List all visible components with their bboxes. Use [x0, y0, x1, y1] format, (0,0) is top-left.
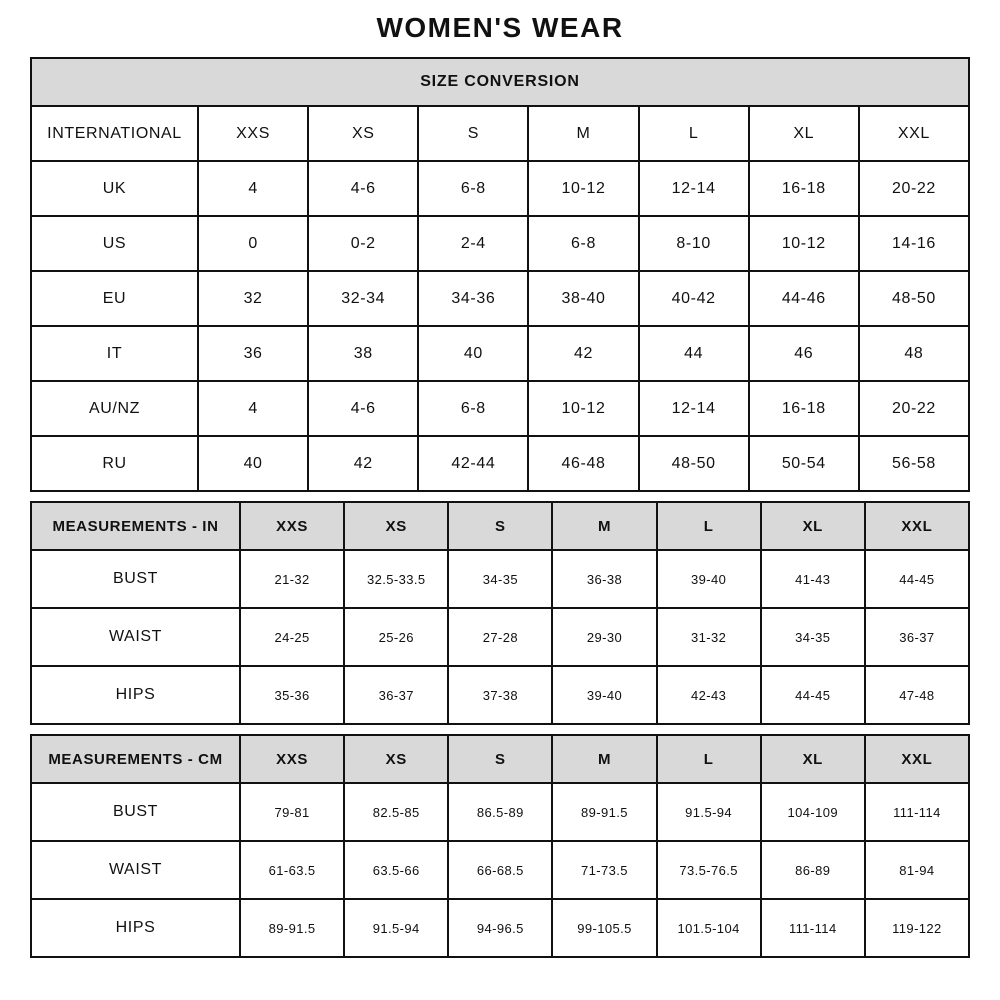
row-label-header: INTERNATIONAL	[31, 106, 198, 161]
table-row	[31, 326, 969, 381]
value-cell: 41-43	[761, 550, 865, 608]
value-cell: 2-4	[418, 216, 528, 271]
value-cell: 48-50	[859, 271, 969, 326]
value-cell: 89-91.5	[240, 899, 344, 957]
value-cell: 91.5-94	[344, 899, 448, 957]
value-cell: 24-25	[240, 608, 344, 666]
table-row	[31, 666, 969, 724]
value-cell: 79-81	[240, 783, 344, 841]
value-cell: 8-10	[639, 216, 749, 271]
value-cell: 34-36	[418, 271, 528, 326]
value-cell: 21-32	[240, 550, 344, 608]
table-row	[31, 381, 969, 436]
size-header: L	[657, 735, 761, 783]
value-cell: 36	[198, 326, 308, 381]
size-header: XS	[308, 106, 418, 161]
value-cell: 40	[418, 326, 528, 381]
row-label-cell: EU	[31, 271, 198, 326]
table-row	[31, 783, 969, 841]
value-cell: 111-114	[761, 899, 865, 957]
value-cell: 36-38	[552, 550, 656, 608]
measurements-in-table	[30, 501, 970, 725]
row-label-cell: IT	[31, 326, 198, 381]
table-title-row	[31, 58, 969, 106]
value-cell: 38	[308, 326, 418, 381]
size-header: XXS	[198, 106, 308, 161]
size-header: XXL	[865, 735, 969, 783]
row-label-cell: RU	[31, 436, 198, 491]
size-header: XL	[761, 502, 865, 550]
value-cell: 32	[198, 271, 308, 326]
value-cell: 99-105.5	[552, 899, 656, 957]
table-title: SIZE CONVERSION	[31, 58, 969, 106]
value-cell: 44-45	[761, 666, 865, 724]
value-cell: 61-63.5	[240, 841, 344, 899]
value-cell: 34-35	[761, 608, 865, 666]
row-label-header: MEASUREMENTS - CM	[31, 735, 240, 783]
value-cell: 14-16	[859, 216, 969, 271]
value-cell: 4-6	[308, 381, 418, 436]
row-label-cell: BUST	[31, 550, 240, 608]
value-cell: 82.5-85	[344, 783, 448, 841]
table-row	[31, 436, 969, 491]
value-cell: 73.5-76.5	[657, 841, 761, 899]
size-header: S	[448, 735, 552, 783]
row-label-cell: UK	[31, 161, 198, 216]
value-cell: 20-22	[859, 381, 969, 436]
row-label-cell: WAIST	[31, 841, 240, 899]
value-cell: 47-48	[865, 666, 969, 724]
value-cell: 42	[528, 326, 638, 381]
header-row	[31, 735, 969, 783]
header-row	[31, 502, 969, 550]
value-cell: 42-43	[657, 666, 761, 724]
measurements-cm-table	[30, 734, 970, 958]
value-cell: 16-18	[749, 381, 859, 436]
table-row	[31, 271, 969, 326]
value-cell: 6-8	[418, 161, 528, 216]
row-label-cell: HIPS	[31, 666, 240, 724]
value-cell: 32-34	[308, 271, 418, 326]
value-cell: 32.5-33.5	[344, 550, 448, 608]
value-cell: 31-32	[657, 608, 761, 666]
value-cell: 63.5-66	[344, 841, 448, 899]
value-cell: 4-6	[308, 161, 418, 216]
size-header: M	[528, 106, 638, 161]
value-cell: 37-38	[448, 666, 552, 724]
value-cell: 29-30	[552, 608, 656, 666]
value-cell: 27-28	[448, 608, 552, 666]
size-header: XS	[344, 735, 448, 783]
table-row	[31, 608, 969, 666]
size-header: XXS	[240, 502, 344, 550]
value-cell: 0-2	[308, 216, 418, 271]
value-cell: 42-44	[418, 436, 528, 491]
header-row	[31, 106, 969, 161]
value-cell: 50-54	[749, 436, 859, 491]
value-cell: 86-89	[761, 841, 865, 899]
size-header: S	[448, 502, 552, 550]
size-header: L	[657, 502, 761, 550]
table-row	[31, 899, 969, 957]
value-cell: 10-12	[528, 381, 638, 436]
value-cell: 40	[198, 436, 308, 491]
value-cell: 94-96.5	[448, 899, 552, 957]
value-cell: 48	[859, 326, 969, 381]
value-cell: 39-40	[552, 666, 656, 724]
size-header: L	[639, 106, 749, 161]
value-cell: 36-37	[344, 666, 448, 724]
size-header: XL	[749, 106, 859, 161]
row-label-cell: WAIST	[31, 608, 240, 666]
row-label-cell: AU/NZ	[31, 381, 198, 436]
size-header: M	[552, 735, 656, 783]
size-header: S	[418, 106, 528, 161]
table-row	[31, 161, 969, 216]
value-cell: 91.5-94	[657, 783, 761, 841]
row-label-header: MEASUREMENTS - IN	[31, 502, 240, 550]
value-cell: 42	[308, 436, 418, 491]
value-cell: 104-109	[761, 783, 865, 841]
value-cell: 20-22	[859, 161, 969, 216]
size-conversion-table	[30, 57, 970, 492]
value-cell: 44-45	[865, 550, 969, 608]
value-cell: 34-35	[448, 550, 552, 608]
value-cell: 40-42	[639, 271, 749, 326]
row-label-cell: US	[31, 216, 198, 271]
value-cell: 56-58	[859, 436, 969, 491]
value-cell: 81-94	[865, 841, 969, 899]
size-header: XXS	[240, 735, 344, 783]
value-cell: 10-12	[749, 216, 859, 271]
value-cell: 12-14	[639, 381, 749, 436]
value-cell: 25-26	[344, 608, 448, 666]
page-title: WOMEN'S WEAR	[376, 12, 624, 43]
value-cell: 48-50	[639, 436, 749, 491]
value-cell: 46	[749, 326, 859, 381]
value-cell: 86.5-89	[448, 783, 552, 841]
value-cell: 71-73.5	[552, 841, 656, 899]
value-cell: 39-40	[657, 550, 761, 608]
value-cell: 36-37	[865, 608, 969, 666]
row-label-cell: BUST	[31, 783, 240, 841]
value-cell: 38-40	[528, 271, 638, 326]
value-cell: 44	[639, 326, 749, 381]
size-header: M	[552, 502, 656, 550]
table-row	[31, 216, 969, 271]
value-cell: 6-8	[528, 216, 638, 271]
value-cell: 119-122	[865, 899, 969, 957]
size-header: XS	[344, 502, 448, 550]
size-conversion-table-block	[30, 57, 970, 492]
value-cell: 66-68.5	[448, 841, 552, 899]
value-cell: 46-48	[528, 436, 638, 491]
value-cell: 4	[198, 161, 308, 216]
measurements-cm-table-block	[30, 734, 970, 958]
value-cell: 89-91.5	[552, 783, 656, 841]
value-cell: 44-46	[749, 271, 859, 326]
value-cell: 111-114	[865, 783, 969, 841]
value-cell: 6-8	[418, 381, 528, 436]
value-cell: 16-18	[749, 161, 859, 216]
size-header: XXL	[859, 106, 969, 161]
value-cell: 101.5-104	[657, 899, 761, 957]
table-row	[31, 550, 969, 608]
size-header: XXL	[865, 502, 969, 550]
row-label-cell: HIPS	[31, 899, 240, 957]
value-cell: 10-12	[528, 161, 638, 216]
measurements-in-table-block	[30, 501, 970, 725]
value-cell: 12-14	[639, 161, 749, 216]
size-header: XL	[761, 735, 865, 783]
value-cell: 0	[198, 216, 308, 271]
value-cell: 35-36	[240, 666, 344, 724]
value-cell: 4	[198, 381, 308, 436]
table-row	[31, 841, 969, 899]
